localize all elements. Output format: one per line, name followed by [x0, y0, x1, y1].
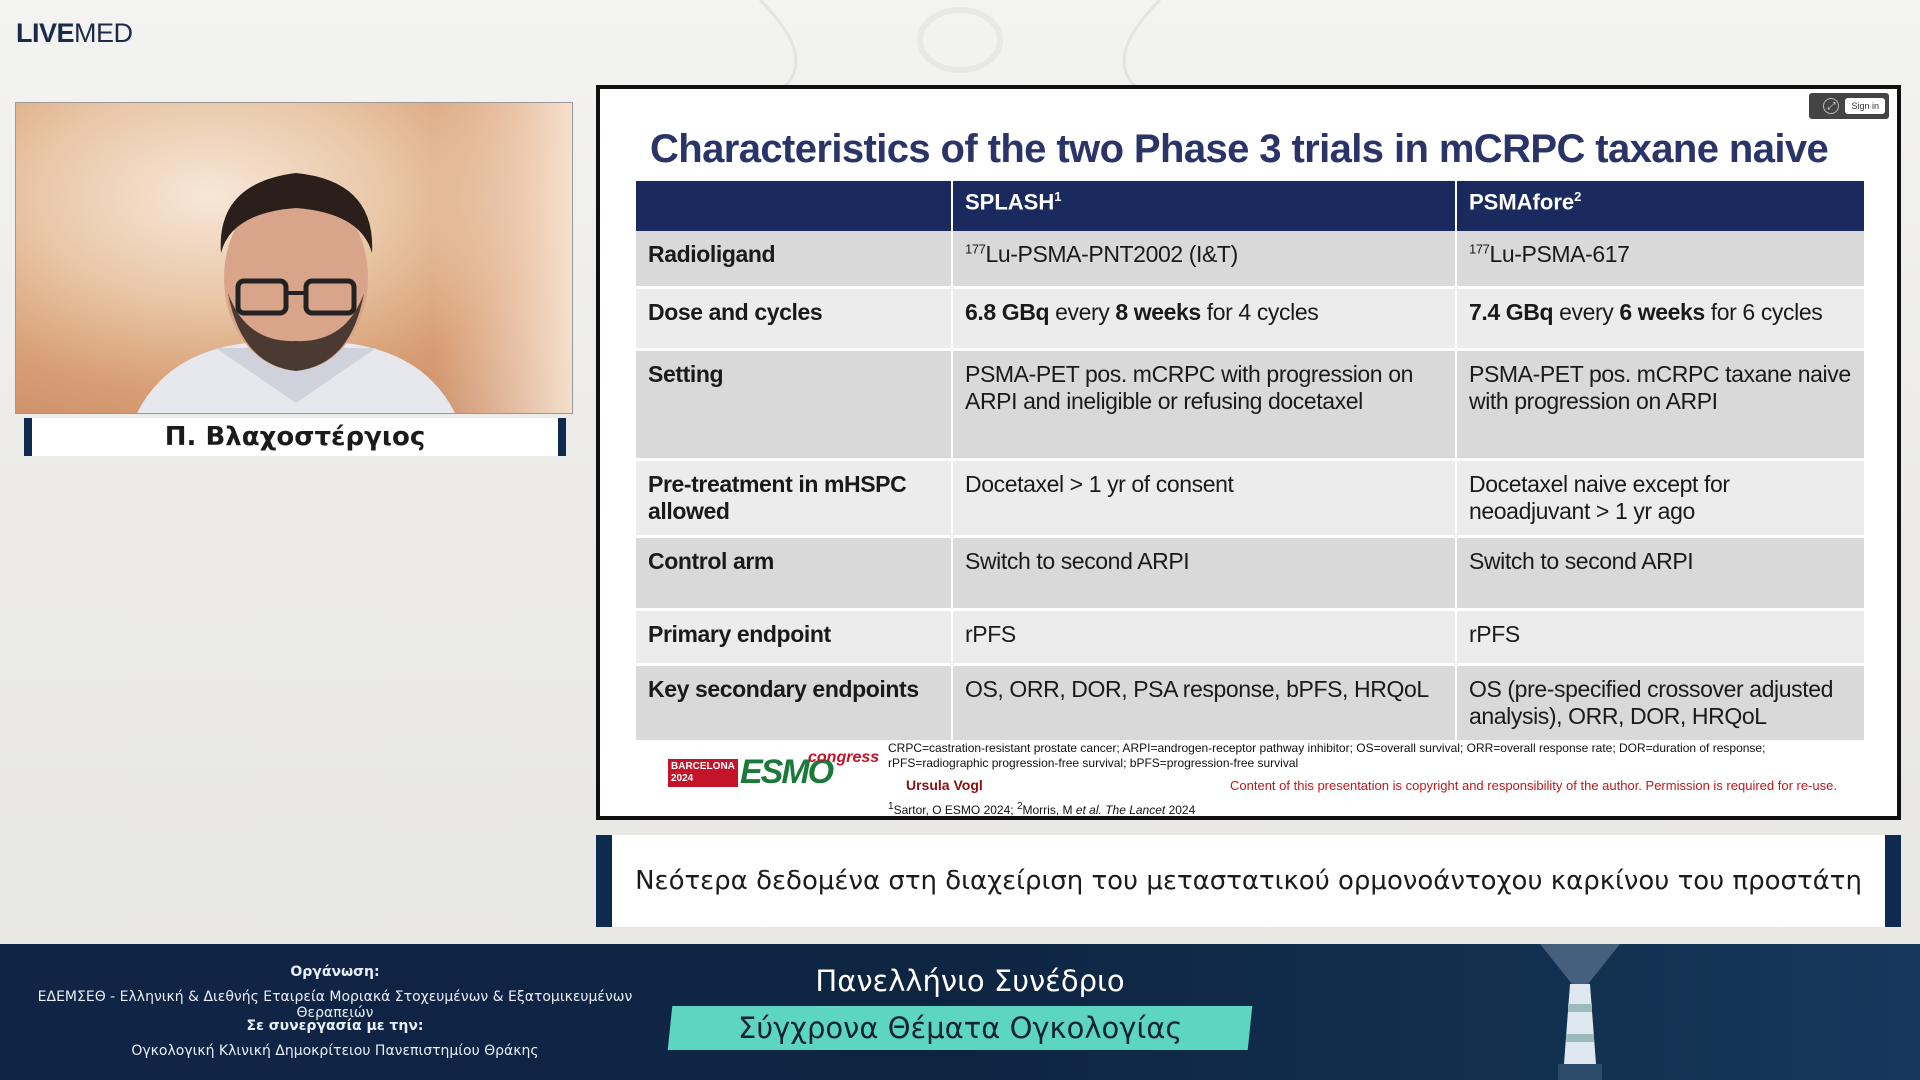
splash-cell: OS, ORR, DOR, PSA response, bPFS, HRQoL — [952, 664, 1456, 741]
speaker-name-plate — [24, 418, 566, 456]
livemed-logo: LIVEMED — [16, 18, 133, 48]
speaker-video — [15, 102, 573, 414]
psmafore-cell: rPFS — [1456, 609, 1865, 664]
organizer-label: Οργάνωση: — [290, 964, 380, 980]
splash-cell: rPFS — [952, 609, 1456, 664]
table-row — [636, 349, 1865, 459]
trials-table — [636, 181, 1866, 743]
slide-title: Characteristics of the two Phase 3 trials in mCRPC taxane naive — [650, 127, 1829, 171]
row-label: Control arm — [636, 536, 952, 609]
expand-icon[interactable]: ⤢ — [1823, 98, 1839, 114]
psmafore-cell: 7.4 GBq every 6 weeks for 6 cycles — [1456, 287, 1865, 349]
psmafore-cell: PSMA-PET pos. mCRPC taxane naive with progression on ARPI — [1456, 349, 1865, 459]
psmafore-cell: Switch to second ARPI — [1456, 536, 1865, 609]
references-footnote: $^1$Sartor, O ESMO 2024; $^2$Morris, M et al. The Lancet 2024 — [888, 801, 1196, 817]
row-label: Pre-treatment in mHSPC allowed — [636, 459, 952, 536]
conference-footer — [0, 944, 1920, 1080]
splash-cell: Docetaxel > 1 yr of consent — [952, 459, 1456, 536]
collaborator-name: Ογκολογική Κλινική Δημοκρίτειου Πανεπιστημίου Θράκης — [131, 1043, 539, 1059]
background-dna-decoration — [740, 0, 1180, 90]
table-header-row — [636, 181, 1865, 231]
splash-cell: PSMA-PET pos. mCRPC with progression on ARPI and ineligible or refusing docetaxel — [952, 349, 1456, 459]
header-psmafore: PSMAfore$^2$ — [1456, 181, 1865, 231]
row-label: Dose and cycles — [636, 287, 952, 349]
presentation-slide — [596, 85, 1901, 820]
slide-author: Ursula Vogl — [906, 777, 983, 793]
session-topic: Νεότερα δεδομένα στη διαχείριση του μεταστατικού ορμονοάντοχου καρκίνου του προστάτη — [612, 835, 1885, 927]
psmafore-cell: Docetaxel naive except for neoadjuvant > 1 yr ago — [1456, 459, 1865, 536]
table-row — [636, 664, 1865, 741]
esmo-congress-logo: BARCELONA 2024 ESMO congress — [668, 751, 878, 791]
abbreviations-footnote: CRPC=castration-resistant prostate cancer; ARPI=androgen-receptor pathway inhibitor; OS=overall survival; ORR=overall response rate; DOR=duration of response; rPFS=radiographic progression-free survival; bPFS=progression-free survival — [888, 741, 1766, 770]
table-row — [636, 231, 1865, 287]
table-row — [636, 536, 1865, 609]
congress-title: Πανελλήνιο Συνέδριο — [815, 964, 1125, 998]
table-row — [636, 287, 1865, 349]
organizer-name: ΕΔΕΜΣΕΘ - Ελληνική & Διεθνής Εταιρεία Μοριακά Στοχευμένων & Εξατομικευμένων Θεραπειών — [37, 989, 633, 1021]
table-row — [636, 609, 1865, 664]
copyright-notice: Content of this presentation is copyright and responsibility of the author. Permission is required for re-use. — [1230, 778, 1837, 793]
row-label: Setting — [636, 349, 952, 459]
psmafore-cell: $^{177}$Lu-PSMA-617 — [1456, 231, 1865, 287]
header-splash: SPLASH$^1$ — [952, 181, 1456, 231]
row-label: Key secondary endpoints — [636, 664, 952, 741]
slide-controls — [1809, 93, 1889, 119]
collaboration-label: Σε συνεργασία με την: — [246, 1018, 424, 1034]
lighthouse-icon — [1540, 944, 1620, 1080]
psmafore-cell: OS (pre-specified crossover adjusted analysis), ORR, DOR, HRQoL — [1456, 664, 1865, 741]
splash-cell: 6.8 GBq every 8 weeks for 4 cycles — [952, 287, 1456, 349]
congress-subtitle: Σύγχρονα Θέματα Ογκολογίας — [668, 1006, 1253, 1050]
header-empty — [636, 181, 952, 231]
sign-in-button[interactable]: Sign in — [1845, 98, 1885, 114]
speaker-silhouette — [16, 103, 573, 414]
row-label: Primary endpoint — [636, 609, 952, 664]
table-row — [636, 459, 1865, 536]
splash-cell: Switch to second ARPI — [952, 536, 1456, 609]
speaker-name: Π. Βλαχοστέργιος — [32, 418, 558, 456]
session-topic-bar — [596, 835, 1901, 927]
splash-cell: $^{177}$Lu-PSMA-PNT2002 (I&T) — [952, 231, 1456, 287]
row-label: Radioligand — [636, 231, 952, 287]
